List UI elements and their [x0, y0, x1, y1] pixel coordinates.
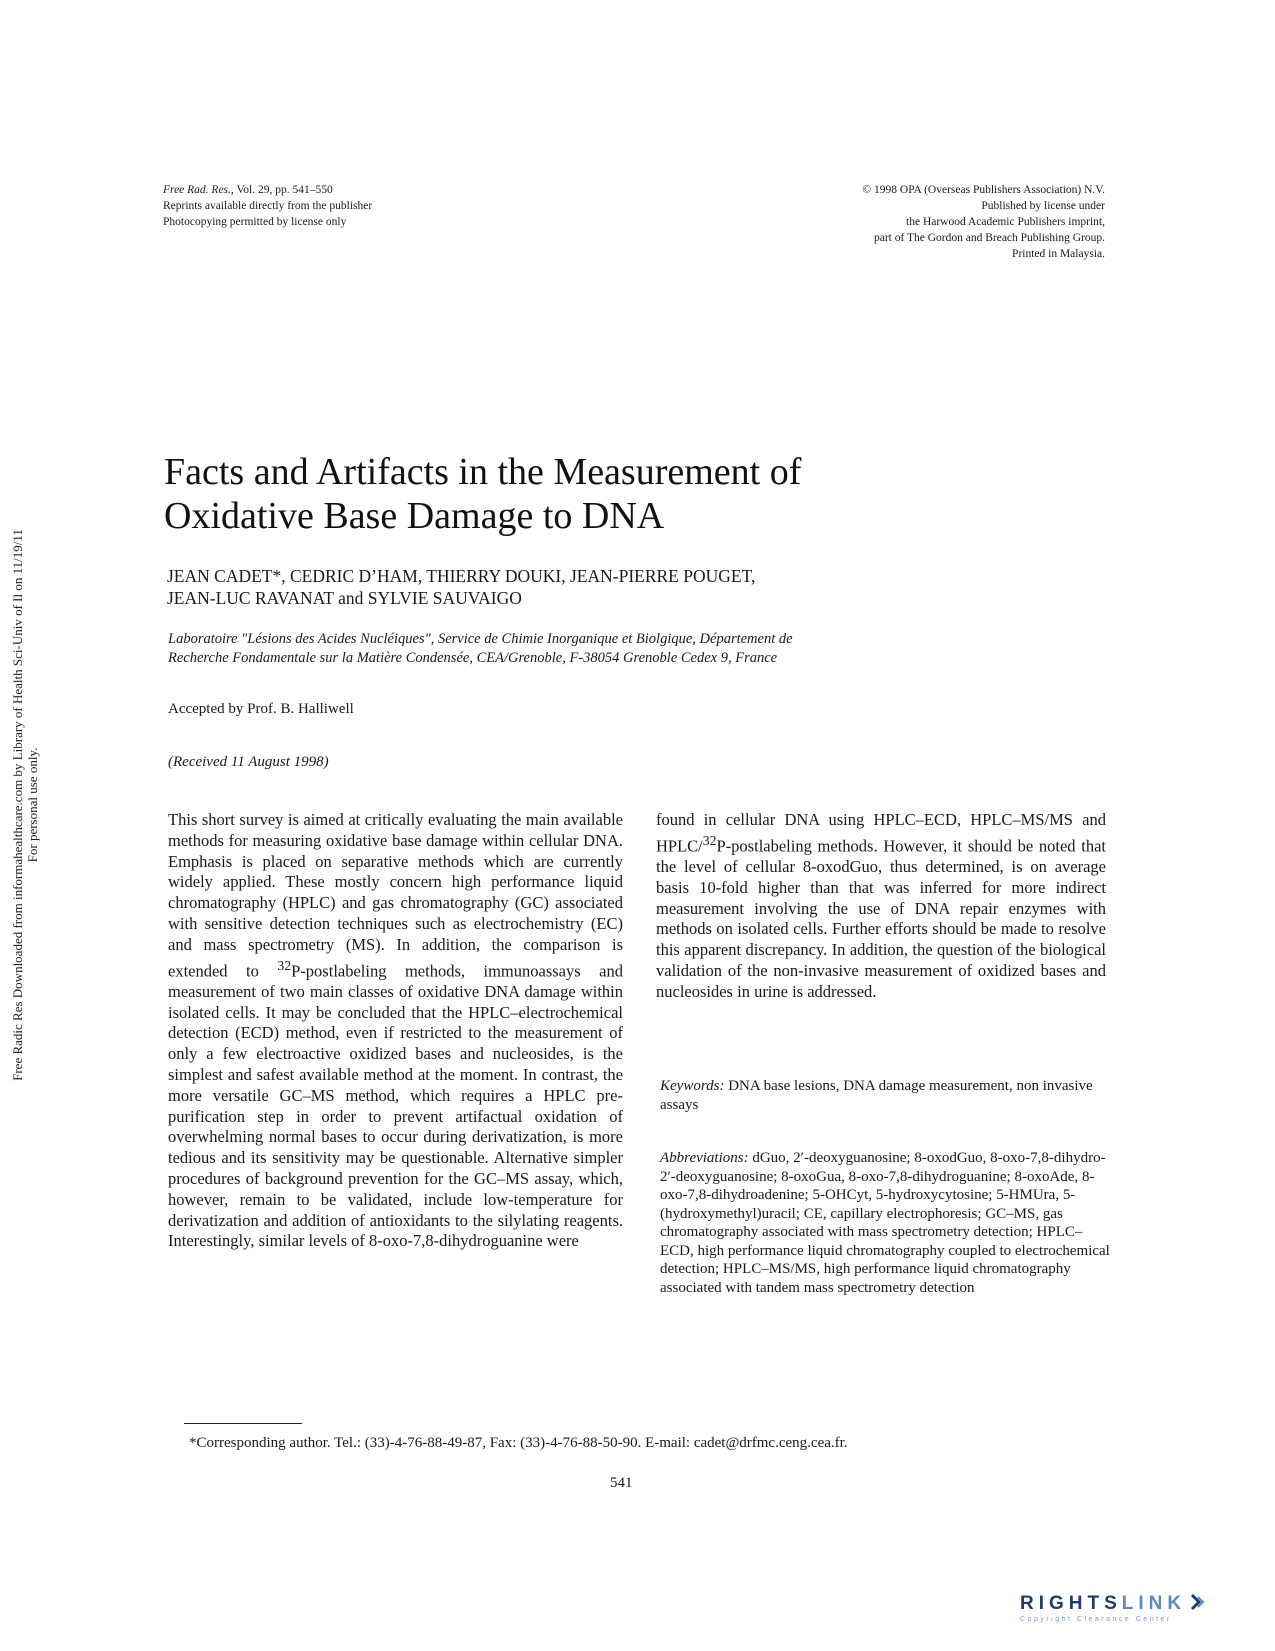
- download-watermark: [10, 480, 40, 1130]
- footnote-divider: [184, 1423, 302, 1424]
- abbreviations-text: dGuo, 2′-deoxyguanosine; 8-oxodGuo, 8-oxo-7,8-dihydro-2′-deoxyguanosine; 8-oxoGua, 8-oxo-7,8-dihydroguanine; 8-oxoAde, 8-oxo-7,8-dihydroadenine; 5-OHCyt, 5-hydroxycytosine; 5-HMUra, 5-(hydroxymethyl)uracil; CE, capillary electrophoresis; GC–MS, gas chromatography associated with mass spectrometry detection; HPLC–ECD, high performance liquid chromatography coupled to electrochemical detection; HPLC–MS/MS, high performance liquid chromatography associated with tandem mass spectrometry detection: [660, 1150, 1110, 1296]
- abstract-left-column: [168, 810, 623, 1252]
- page-number: 541: [610, 1475, 633, 1491]
- journal-volume: , Vol. 29, pp. 541–550: [230, 184, 333, 196]
- abstract-text-2: P-postlabeling methods, immunoassays and measurement of two main classes of oxidative DNA damage within isolated cells. It may be concluded that the HPLC–electrochemical detection (ECD) method, even if restricted to the measurement of only a few electroactive oxidized bases and nucleosides, is the simplest and safest available method at the moment. In contrast, the more versatile GC–MS method, which requires a HPLC pre-purification step in order to prevent artifactual oxidation of overwhelming normal bases to occur during derivatization, is more tedious and its sensitivity may be questionable. Alternative simpler procedures of background prevention for the GC–MS assay, which, however, remain to be validated, include low-temperature for derivatization and addition of antioxidants to the silylating reagents. Interestingly, similar levels of 8-oxo-7,8-dihydroguanine were: [168, 961, 623, 1251]
- affiliation-line-1: Laboratoire "Lésions des Acides Nucléiques", Service de Chimie Inorganique et Biolgique, Département de: [168, 631, 793, 647]
- copyright-line: © 1998 OPA (Overseas Publishers Association) N.V.: [862, 184, 1105, 196]
- affiliation: [168, 630, 1048, 668]
- reprints-line: Reprints available directly from the publisher: [163, 200, 373, 212]
- abbreviations-label: Abbreviations:: [660, 1150, 749, 1166]
- article-title: [164, 450, 964, 538]
- affiliation-line-2: Recherche Fondamentale sur la Matière Condensée, CEA/Grenoble, F-38054 Grenoble Cedex 9, France: [168, 650, 778, 666]
- photocopy-line: Photocopying permitted by license only: [163, 216, 347, 228]
- title-line-1: Facts and Artifacts in the Measurement of: [164, 451, 802, 493]
- keywords-text: DNA base lesions, DNA damage measurement, non invasive assays: [660, 1078, 1093, 1113]
- rightslink-tagline: Copyright Clearance Center: [1020, 1616, 1172, 1623]
- isotope-superscript: 32: [277, 957, 292, 973]
- isotope-superscript: 32: [702, 832, 717, 848]
- accepted-by: Accepted by Prof. B. Halliwell: [168, 701, 354, 717]
- corresponding-author-footnote: *Corresponding author. Tel.: (33)-4-76-88-49-87, Fax: (33)-4-76-88-50-90. E-mail: cadet@drfmc.ceng.cea.fr.: [189, 1435, 848, 1451]
- abstract-text-4: P-postlabeling methods. However, it should be noted that the level of cellular 8-oxodGuo, thus determined, is on average basis 10-fold higher than that was inferred for more indirect measurement involving the use of DNA repair enzymes with methods on isolated cells. Further efforts should be made to resolve this apparent discrepancy. In addition, the question of the biological validation of the non-invasive measurement of oxidized bases and nucleosides in urine is addressed.: [656, 836, 1106, 1001]
- imprint-line: the Harwood Academic Publishers imprint,: [906, 216, 1105, 228]
- abstract-text-1: This short survey is aimed at critically evaluating the main available methods for measuring oxidative base damage within cellular DNA. Emphasis is placed on separative methods which are currently widely applied. These mostly concern high performance liquid chromatography (HPLC) and gas chromatography (GC) associated with sensitive detection techniques such as electrochemistry (EC) and mass spectrometry (MS). In addition, the comparison is extended to: [168, 810, 623, 981]
- received-date: (Received 11 August 1998): [168, 754, 329, 770]
- rightslink-dark: RIGHTS: [1020, 1593, 1122, 1614]
- abstract-right-column: [656, 810, 1106, 1003]
- journal-line: [163, 182, 372, 198]
- rightslink-light: LINK: [1121, 1593, 1187, 1614]
- abstract-text-3: found in cellular DNA using HPLC–ECD, HPLC–MS/MS and HPLC/: [656, 810, 1106, 856]
- keywords-label: Keywords:: [660, 1078, 725, 1094]
- watermark-line-2: For personal use only.: [25, 747, 40, 863]
- authors-line-1: JEAN CADET*, CEDRIC D’HAM, THIERRY DOUKI, JEAN-PIERRE POUGET,: [167, 566, 756, 586]
- author-list: [167, 565, 967, 609]
- printed-line: Printed in Malaysia.: [1012, 248, 1105, 260]
- rightslink-chevron-icon: [1188, 1593, 1206, 1611]
- license-line: Published by license under: [981, 200, 1105, 212]
- header-copyright: [760, 182, 1105, 262]
- journal-name: Free Rad. Res.: [163, 184, 231, 196]
- title-line-2: Oxidative Base Damage to DNA: [164, 495, 665, 537]
- group-line: part of The Gordon and Breach Publishing Group.: [873, 232, 1105, 244]
- keywords: [660, 1077, 1110, 1115]
- header-citation: [163, 182, 372, 230]
- abbreviations: [660, 1149, 1110, 1297]
- rightslink-logo[interactable]: [1020, 1593, 1206, 1623]
- watermark-line-1: Free Radic Res Downloaded from informahealthcare.com by Library of Health Sci-Univ of Il on 11/19/11: [10, 529, 25, 1081]
- authors-line-2: JEAN-LUC RAVANAT and SYLVIE SAUVAIGO: [167, 588, 522, 608]
- rightslink-wordmark: [1020, 1593, 1206, 1615]
